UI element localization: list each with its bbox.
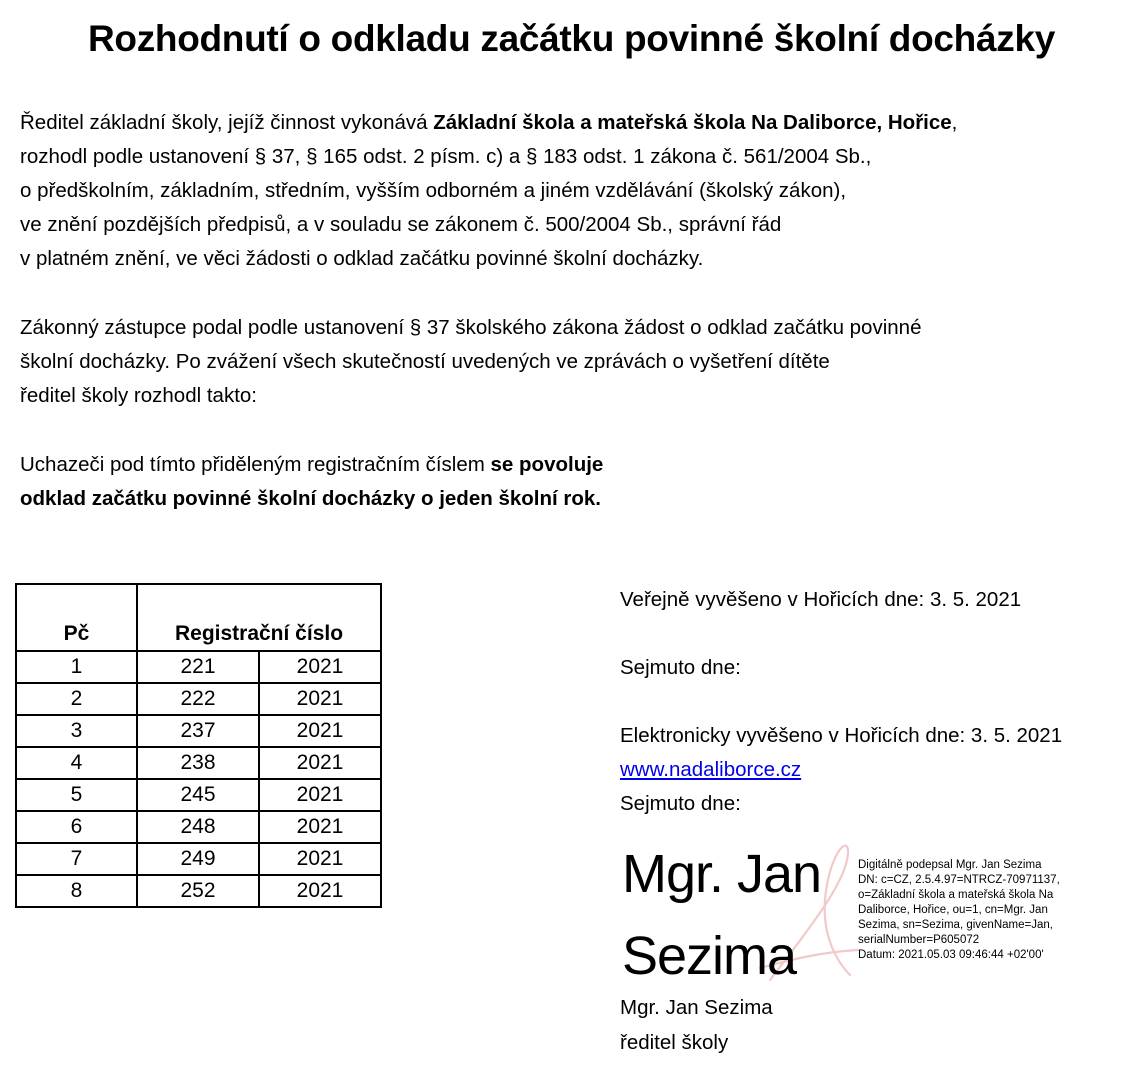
table-row	[16, 843, 381, 875]
row-year-cell: 2021	[259, 683, 381, 715]
request-line-2: školní docházky. Po zvážení všech skutečností uvedených ve zprávách o vyšetření dítěte	[20, 350, 830, 373]
removed-date-1: Sejmuto dne:	[620, 656, 741, 679]
table-row	[16, 747, 381, 779]
table-header-row	[16, 584, 381, 651]
row-pc-cell: 1	[16, 651, 137, 683]
intro-line-3: o předškolním, základním, středním, vyšším odborném a jiném vzdělávání (školský zákon),	[20, 179, 847, 202]
row-number-cell: 221	[137, 651, 259, 683]
digital-signature-details	[858, 858, 1108, 963]
table-row	[16, 779, 381, 811]
decision-paragraph	[20, 448, 1120, 516]
row-year-cell: 2021	[259, 875, 381, 907]
intro-line-1-comma: ,	[951, 111, 958, 134]
intro-line-5: v platném znění, ve věci žádosti o odklad začátku povinné školní docházky.	[20, 247, 704, 270]
row-number-cell: 249	[137, 843, 259, 875]
request-line-1: Zákonný zástupce podal podle ustanovení § 37 školského zákona žádost o odklad začátku povinné	[20, 316, 922, 339]
decision-line-2-text: odklad začátku povinné školní docházky o jeden školní rok.	[20, 487, 601, 510]
row-pc-cell: 4	[16, 747, 137, 779]
row-pc-cell: 7	[16, 843, 137, 875]
decision-verdict: se povoluje	[490, 453, 604, 476]
school-name: Základní škola a mateřská škola Na Daliborce, Hořice	[433, 111, 952, 134]
intro-line-1	[20, 106, 1120, 140]
signature-name-line-1: Mgr. Jan	[622, 844, 822, 904]
school-website-link[interactable]: www.nadaliborce.cz	[620, 758, 802, 781]
intro-line-4: ve znění pozdějších předpisů, a v souladu se zákonem č. 500/2004 Sb., správní řád	[20, 213, 782, 236]
signature-detail-line: DN: c=CZ, 2.5.4.97=NTRCZ-70971137,	[858, 874, 1060, 886]
row-year-cell: 2021	[259, 651, 381, 683]
row-number-cell: 245	[137, 779, 259, 811]
table-row	[16, 651, 381, 683]
signatory-name: Mgr. Jan Sezima	[620, 996, 773, 1019]
decision-line-1	[20, 448, 1120, 482]
header-pc: Pč	[16, 584, 137, 651]
row-pc-cell: 6	[16, 811, 137, 843]
row-pc-cell: 8	[16, 875, 137, 907]
signature-detail-line: o=Základní škola a mateřská škola Na	[858, 889, 1054, 901]
table-row	[16, 683, 381, 715]
signature-detail-line: Digitálně podepsal Mgr. Jan Sezima	[858, 859, 1042, 871]
row-number-cell: 238	[137, 747, 259, 779]
removed-date-2: Sejmuto dne:	[620, 792, 741, 815]
row-pc-cell: 2	[16, 683, 137, 715]
row-year-cell: 2021	[259, 843, 381, 875]
request-paragraph	[20, 311, 1120, 413]
table-row	[16, 811, 381, 843]
decision-line-2	[20, 482, 1120, 516]
decision-line-1-text: Uchazeči pod tímto přiděleným registračním číslem	[20, 453, 491, 476]
row-year-cell: 2021	[259, 747, 381, 779]
request-line-3: ředitel školy rozhodl takto:	[20, 384, 258, 407]
signature-name-line-2: Sezima	[622, 926, 797, 986]
signature-detail-line: Datum: 2021.05.03 09:46:44 +02'00'	[858, 949, 1044, 961]
table-row	[16, 875, 381, 907]
electronic-posting-date: Elektronicky vyvěšeno v Hořicích dne: 3. 5. 2021	[620, 724, 1063, 747]
row-number-cell: 252	[137, 875, 259, 907]
row-number-cell: 222	[137, 683, 259, 715]
row-pc-cell: 5	[16, 779, 137, 811]
row-number-cell: 237	[137, 715, 259, 747]
signatory-role: ředitel školy	[620, 1031, 729, 1054]
intro-paragraph	[20, 106, 1120, 276]
signature-detail-line: Sezima, sn=Sezima, givenName=Jan,	[858, 919, 1053, 931]
public-posting-date: Veřejně vyvěšeno v Hořicích dne: 3. 5. 2021	[620, 588, 1022, 611]
table-row	[16, 715, 381, 747]
row-year-cell: 2021	[259, 811, 381, 843]
document-title: Rozhodnutí o odkladu začátku povinné školní docházky	[87, 18, 1056, 59]
intro-line-1-text: Ředitel základní školy, jejíž činnost vykonává	[20, 111, 434, 134]
row-year-cell: 2021	[259, 715, 381, 747]
row-year-cell: 2021	[259, 779, 381, 811]
signature-detail-line: serialNumber=P605072	[858, 934, 980, 946]
row-number-cell: 248	[137, 811, 259, 843]
intro-line-2: rozhodl podle ustanovení § 37, § 165 odst. 2 písm. c) a § 183 odst. 1 zákona č. 561/2004 Sb.,	[20, 145, 872, 168]
header-registration-number: Registrační číslo	[137, 584, 381, 651]
signature-detail-line: Daliborce, Hořice, ou=1, cn=Mgr. Jan	[858, 904, 1048, 916]
registration-table	[15, 583, 382, 908]
row-pc-cell: 3	[16, 715, 137, 747]
